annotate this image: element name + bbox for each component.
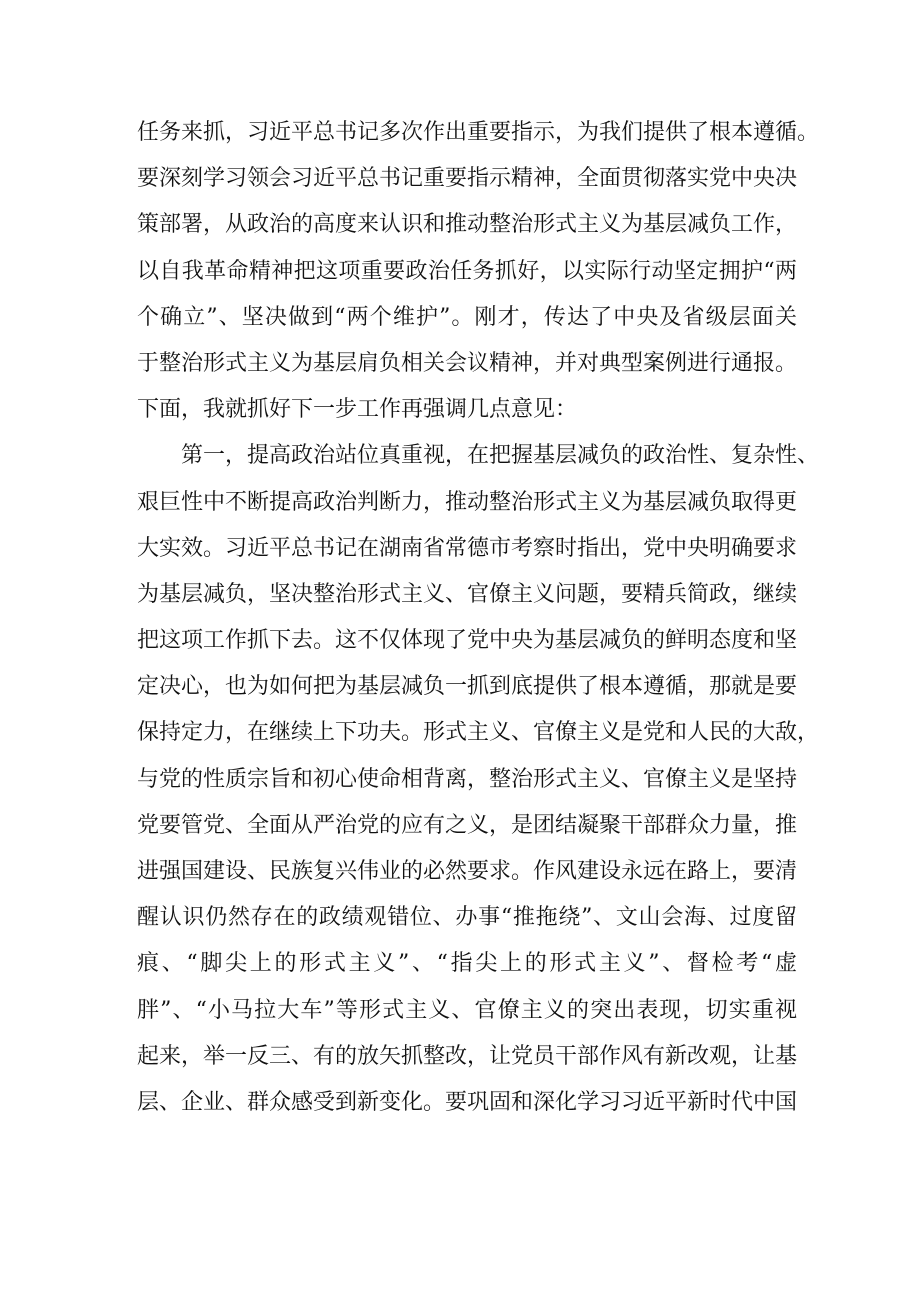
text-line: 策部署，从政治的高度来认识和推动整治形式主义为基层减负工作，: [137, 212, 798, 238]
text-line: 艰巨性中不断提高政治判断力，推动整治形式主义为基层减负取得更: [137, 489, 798, 515]
text-line: 痕、“脚尖上的形式主义”、“指尖上的形式主义”、督检考“虚: [137, 951, 797, 977]
text-line: 定决心，也为如何把为基层减负一抓到底提供了根本遵循，那就是要: [137, 674, 798, 700]
text-line: 起来，举一反三、有的放矢抓整改，让党员干部作风有新改观，让基: [137, 1043, 798, 1069]
text-line: 于整治形式主义为基层肩负相关会议精神，并对典型案例进行通报。: [137, 350, 798, 376]
text-line: 胖”、“小马拉大车”等形式主义、官僚主义的突出表现，切实重视: [137, 997, 797, 1023]
text-line: 个确立”、坚决做到“两个维护”。刚才，传达了中央及省级层面关: [137, 304, 797, 330]
text-line: 进强国建设、民族复兴伟业的必然要求。作风建设永远在路上，要清: [137, 859, 798, 884]
text-line: 醒认识仍然存在的政绩观错位、办事“推拖绕”、文山会海、过度留: [137, 905, 797, 931]
text-line: 任务来抓，习近平总书记多次作出重要指示，为我们提供了根本遵循。: [137, 120, 820, 145]
text-line: 以自我革命精神把这项重要政治任务抓好，以实际行动坚定拥护“两: [137, 258, 797, 284]
text-line: 把这项工作抓下去。这不仅体现了党中央为基层减负的鲜明态度和坚: [137, 628, 798, 654]
text-line: 为基层减负，坚决整治形式主义、官僚主义问题，要精兵简政，继续: [137, 581, 798, 607]
text-line: 大实效。习近平总书记在湖南省常德市考察时指出，党中央明确要求: [137, 535, 798, 561]
paragraph-first-line: 第一，提高政治站位真重视，在把握基层减负的政治性、复杂性、: [181, 443, 820, 469]
text-line: 党要管党、全面从严治党的应有之义，是团结凝聚干部群众力量，推: [137, 812, 798, 838]
text-line: 保持定力，在继续上下功夫。形式主义、官僚主义是党和人民的大敌，: [137, 720, 820, 746]
document-body: [137, 110, 820, 1126]
text-line: 要深刻学习领会习近平总书记重要指示精神，全面贯彻落实党中央决: [137, 166, 798, 192]
text-line: 与党的性质宗旨和初心使命相背离，整治形式主义、官僚主义是坚持: [137, 766, 798, 792]
text-line: 下面，我就抓好下一步工作再强调几点意见：: [137, 397, 578, 423]
text-line: 层、企业、群众感受到新变化。要巩固和深化学习习近平新时代中国: [137, 1089, 798, 1115]
